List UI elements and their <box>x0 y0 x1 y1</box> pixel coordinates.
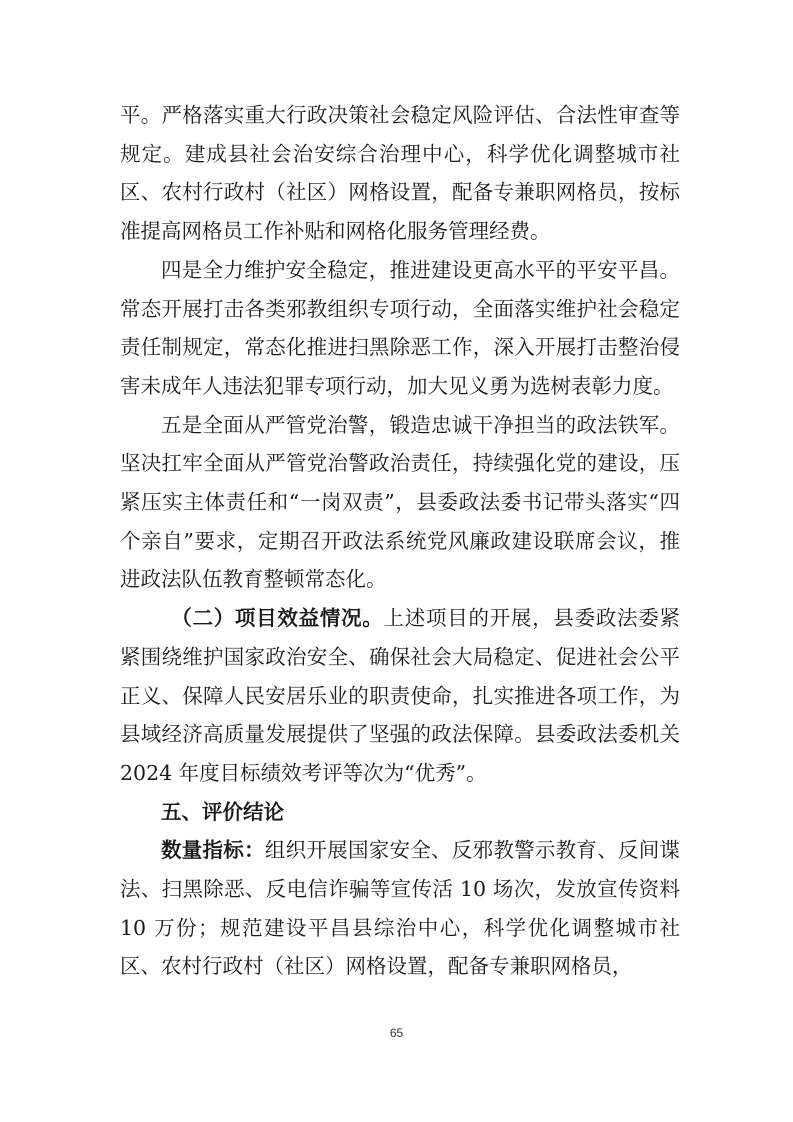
section-lead: 数量指标： <box>161 838 265 863</box>
paragraph-text: 四是全力维护安全稳定，推进建设更高水平的平安平昌。常态开展打击各类邪教组织专项行动，全面落实维护社会稳定责任制规定，常态化推进扫黑除恶工作，深入开展打击整治侵害未成年人违法犯罪专项行动，加大见义勇为选树表彰力度。 <box>120 257 680 398</box>
section-lead: （二）项目效益情况。 <box>171 606 384 631</box>
paragraph-text: 平。严格落实重大行政决策社会稳定风险评估、合法性审查等规定。建成县社会治安综合治理中心，科学优化调整城市社区、农村行政村（社区）网格设置，配备专兼职网格员，按标准提高网格员工作补贴和网格化服务管理经费。 <box>120 103 680 244</box>
page-number: 65 <box>389 1026 404 1040</box>
paragraph-quantity-indicators <box>120 831 680 986</box>
paragraph-safety-stability <box>120 251 680 406</box>
body-text <box>120 96 680 986</box>
section-heading-evaluation-conclusion: 五、评价结论 <box>161 799 284 824</box>
paragraph-text: 组织开展国家安全、反邪教警示教育、反间谍法、扫黑除恶、反电信诈骗等宣传活 10 场次，发放宣传资料 10 万份；规范建设平昌县综治中心，科学优化调整城市社区、农村行政村（社区）网格设置，配备专兼职网格员， <box>120 838 681 979</box>
paragraph-text: 上述项目的开展，县委政法委紧紧围绕维护国家政治安全、确保社会大局稳定、促进社会公平正义、保障人民安居乐业的职责使命，扎实推进各项工作，为县域经济高质量发展提供了坚强的政法保障。县委政法委机关 2024 年度目标绩效考评等次为“优秀”。 <box>120 606 681 785</box>
paragraph-continuation <box>120 96 680 251</box>
paragraph-project-benefits <box>120 599 680 793</box>
paragraph-party-governance <box>120 406 680 600</box>
paragraph-text: 五是全面从严管党治警，锻造忠诚干净担当的政法铁军。坚决扛牢全面从严管党治警政治责任，持续强化党的建设，压紧压实主体责任和“一岗双责”，县委政法委书记带头落实“四个亲自”要求，定期召开政法系统党风廉政建设联席会议，推进政法队伍教育整顿常态化。 <box>120 412 680 592</box>
